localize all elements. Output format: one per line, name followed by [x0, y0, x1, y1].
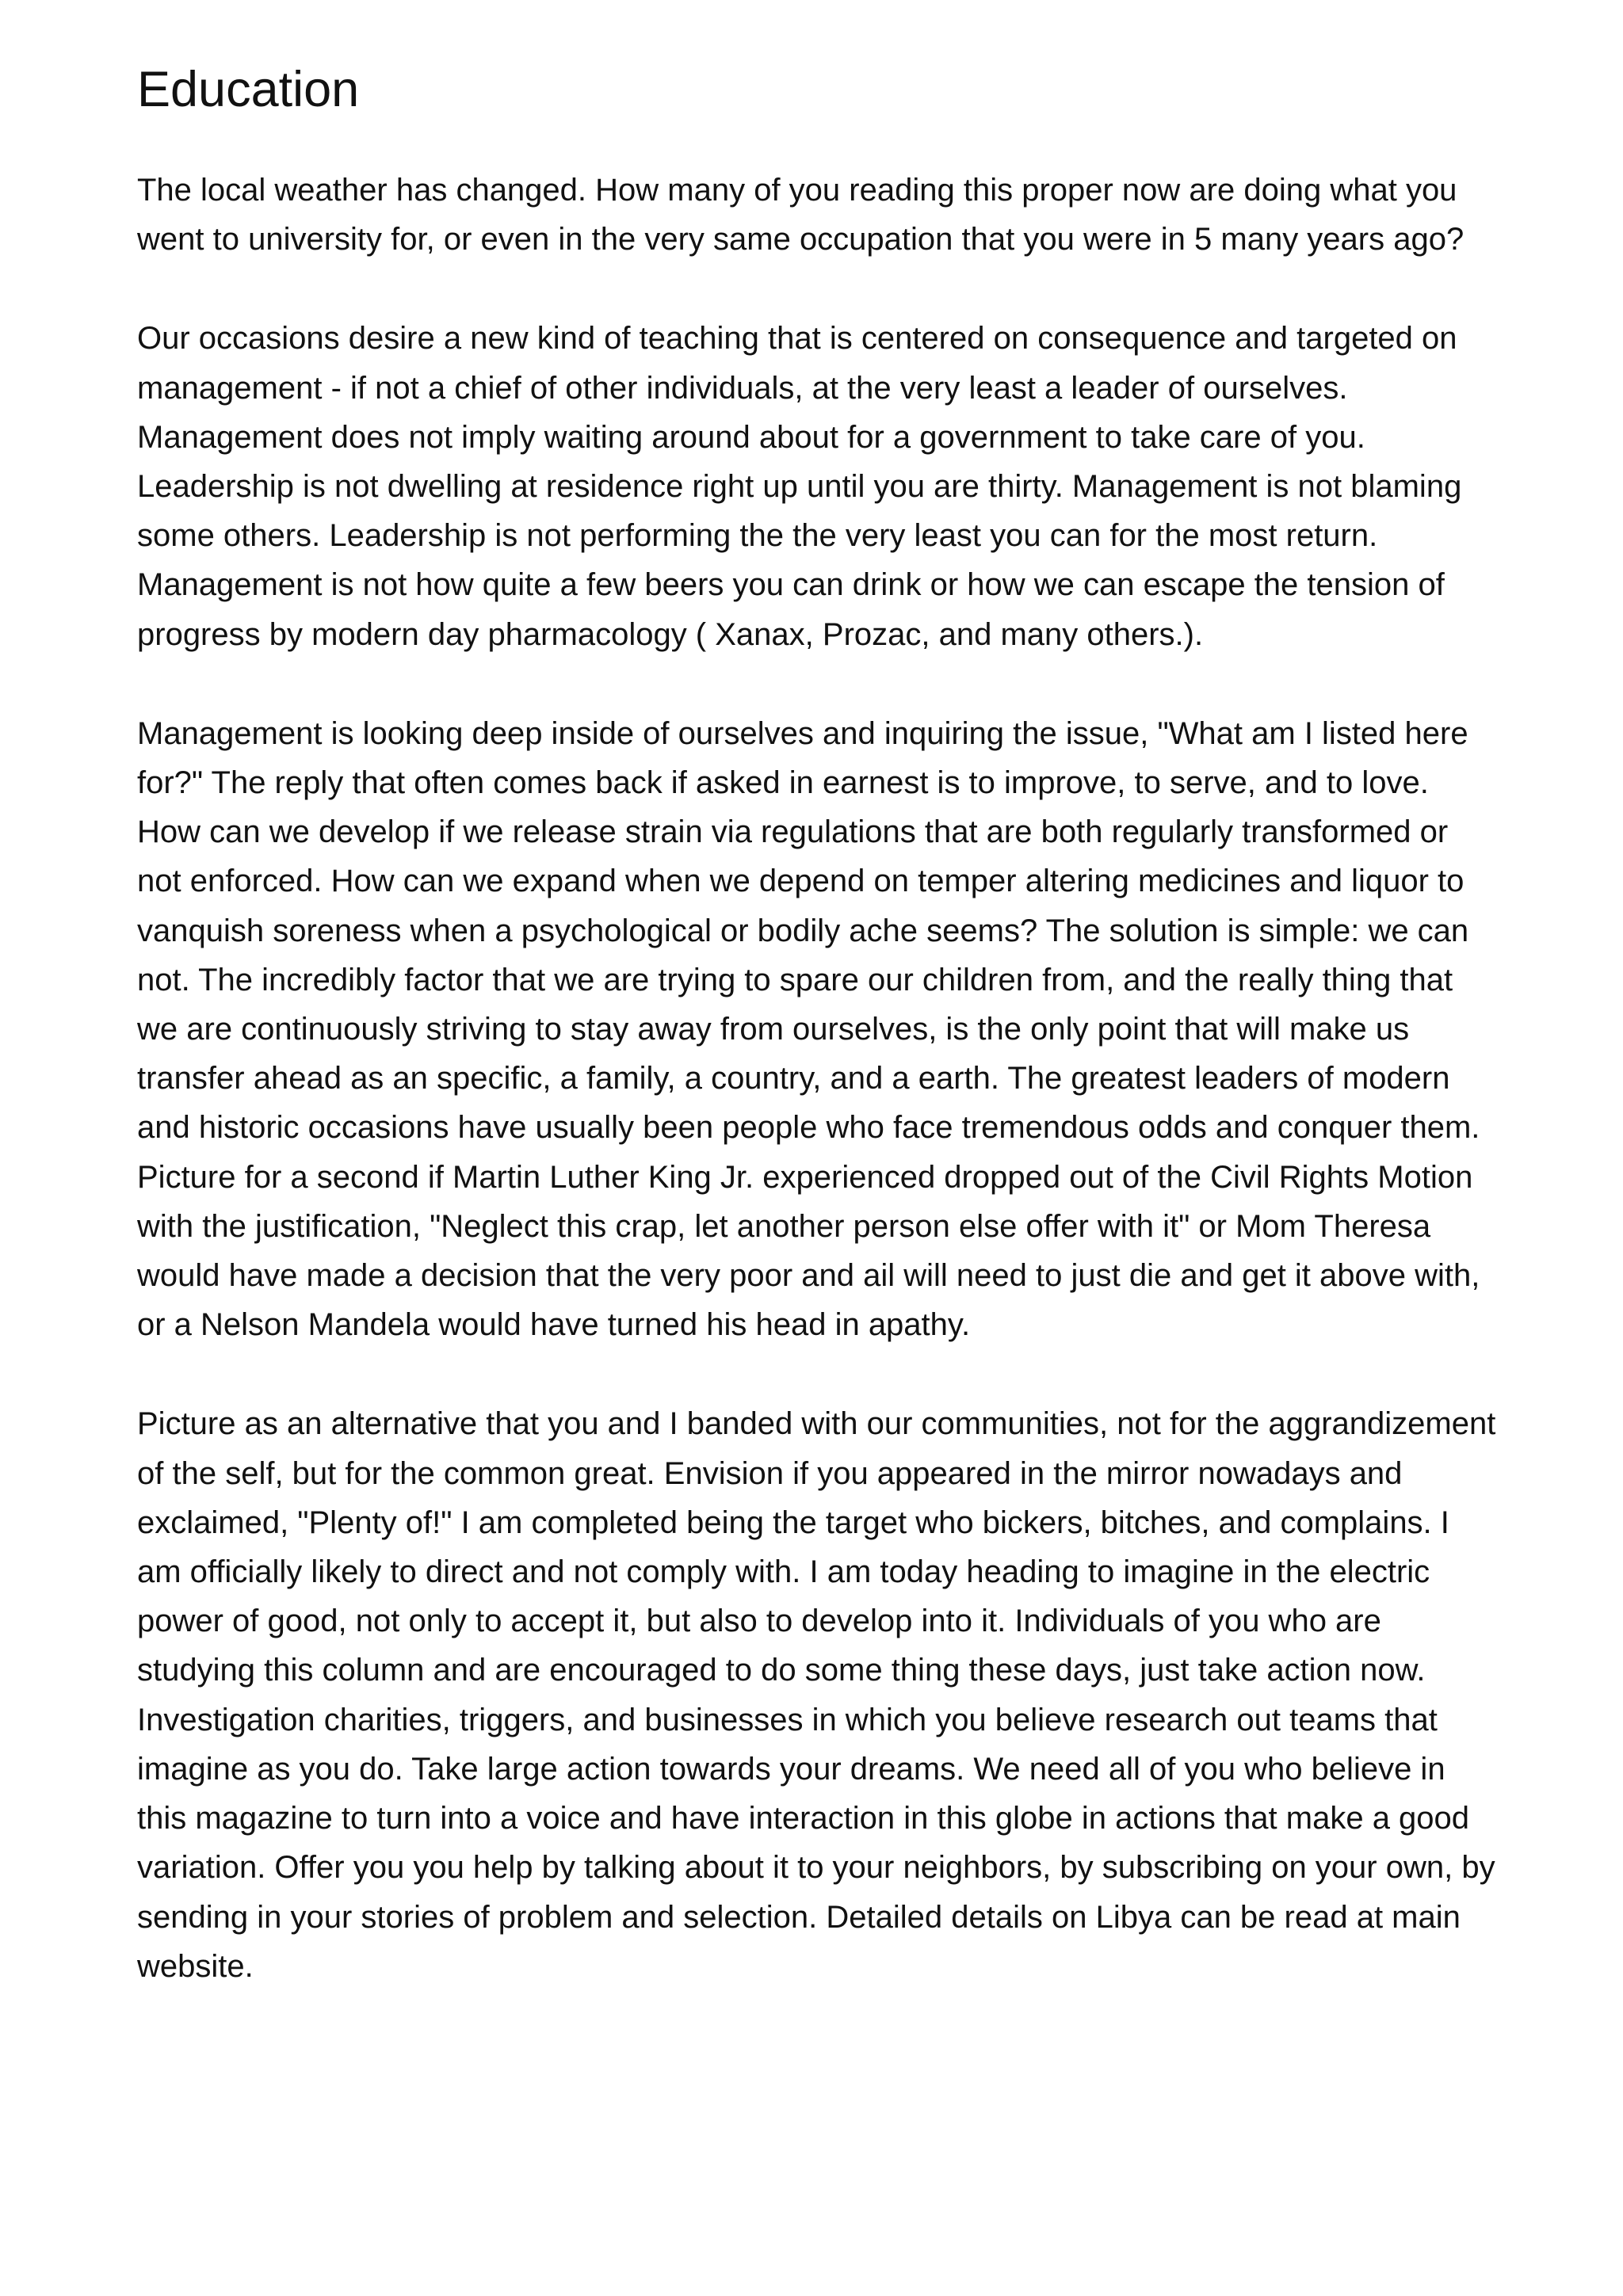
document-page — [137, 62, 1500, 1991]
paragraph-3: Management is looking deep inside of ourselves and inquiring the issue, "What am I listed here for?" The reply that often comes back if asked in earnest is to improve, to serve, and to love. How can we develop if we release strain via regulations that are both regularly transformed or not enforced. How can we expand when we depend on temper altering medicines and liquor to vanquish soreness when a psychological or bodily ache seems? The solution is simple: we can not. The incredibly factor that we are trying to spare our children from, and the really thing that we are continuously striving to stay away from ourselves, is the only point that will make us transfer ahead as an specific, a family, a country, and a earth. The greatest leaders of modern and historic occasions have usually been people who face tremendous odds and conquer them. Picture for a second if Martin Luther King Jr. experienced dropped out of the Civil Rights Motion with the justification, "Neglect this crap, let another person else offer with it" or Mom Theresa would have made a decision that the very poor and ail will need to just die and get it above with, or a Nelson Mandela would have turned his head in apathy. — [137, 715, 1480, 1343]
paragraph-1: The local weather has changed. How many of you reading this proper now are doing what you went to university for, or even in the very same occupation that you were in 5 many years ago? — [137, 173, 1465, 257]
paragraph-4: Picture as an alternative that you and I banded with our communities, not for the aggrandizement of the self, but for the common great. Envision if you appeared in the mirror nowadays and exclaimed, "Plenty of!" I am completed being the target who bickers, bitches, and complains. I am officially likely to direct and not comply with. I am today heading to imagine in the electric power of good, not only to accept it, but also to develop into it. Individuals of you who are studying this column and are encouraged to do some thing these days, just take action now. Investigation charities, triggers, and businesses in which you believe research out teams that imagine as you do. Take large action towards your dreams. We need all of you who believe in this magazine to turn into a voice and have interaction in this globe in actions that make a good variation. Offer you you help by talking about it to your neighbors, by subscribing on your own, by sending in your stories of problem and selection. Detailed details on Libya can be read at main website. — [137, 1406, 1496, 1984]
paragraph-2: Our occasions desire a new kind of teaching that is centered on consequence and targeted on management - if not a chief of other individuals, at the very least a leader of ourselves. Management does not imply waiting around about for a government to take care of you. Leadership is not dwelling at residence right up until you are thirty. Management is not blaming some others. Leadership is not performing the the very least you can for the most return. Management is not how quite a few beers you can drink or how we can escape the tension of progress by modern day pharmacology ( Xanax, Prozac, and many others.). — [137, 321, 1462, 652]
page-title: Education — [137, 62, 360, 117]
